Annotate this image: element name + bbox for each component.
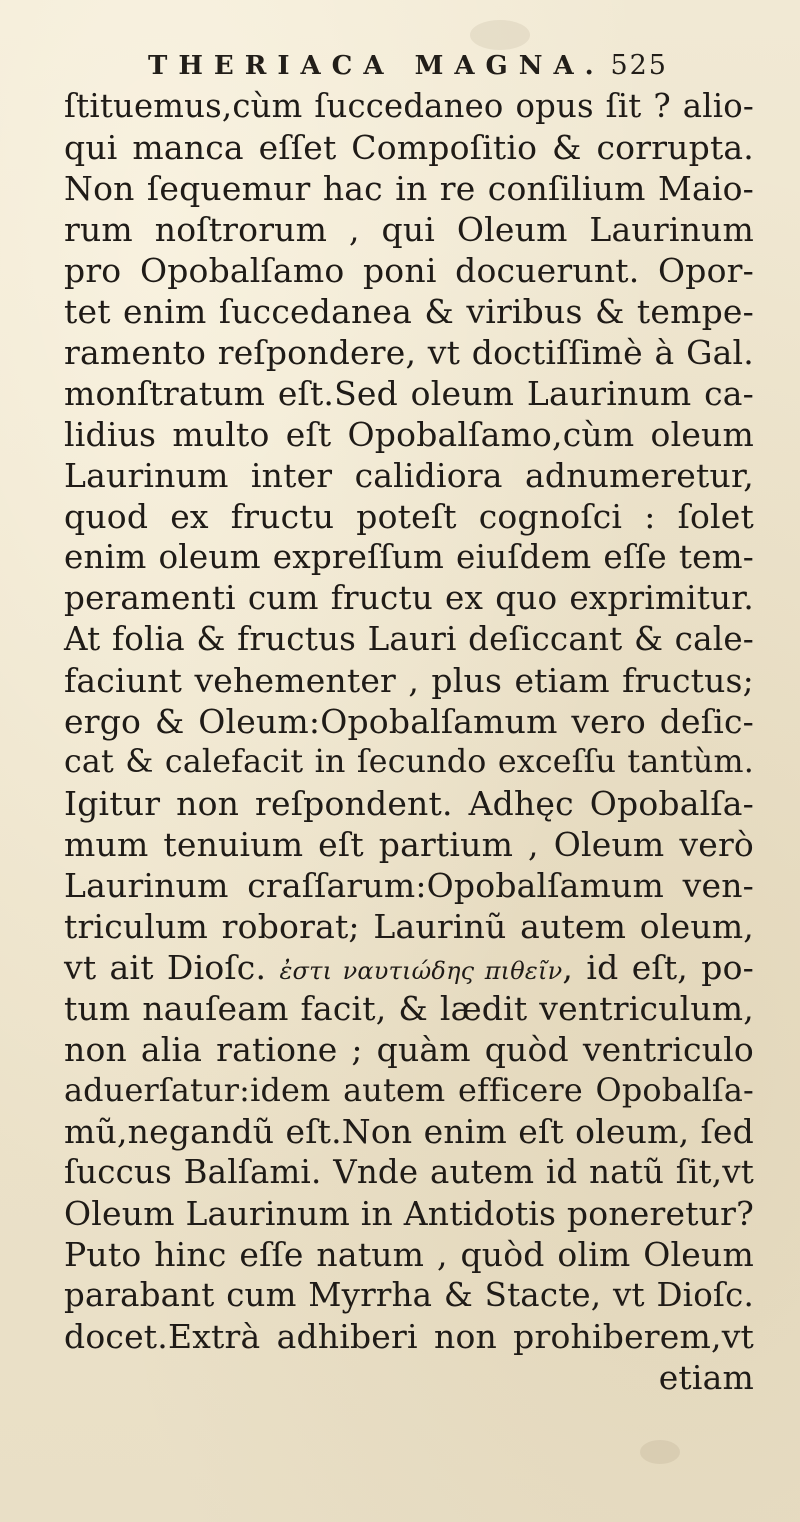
text-line: ſuccus Balſami. Vnde autem id natũ ſit,vt — [64, 1153, 754, 1191]
text-line: monſtratum eſt.Sed oleum Laurinum ca- — [64, 374, 754, 413]
text-line: Puto hinc eſſe natum , quòd olim Oleum — [64, 1235, 754, 1274]
body-text — [64, 86, 754, 1398]
text-line: mũ,negandũ eſt.Non enim eſt oleum, ſed — [64, 1112, 754, 1151]
text-line: parabant cum Myrrha & Stacte, vt Dioſc. — [64, 1276, 754, 1314]
paper-stain — [470, 20, 530, 50]
text-line: ergo & Oleum:Opobalſamum vero deſic- — [64, 702, 754, 741]
text-line: tum nauſeam facit, & lædit ventriculum, — [64, 989, 754, 1028]
greek-quotation: ἐστι ναυτιώδης πιθεῖν — [279, 957, 563, 985]
catchword: etiam — [658, 1358, 754, 1397]
text-line: quod ex fructu poteſt cognoſci : ſolet — [64, 497, 754, 536]
text-line: qui manca eſſet Compoſitio & corrupta. — [64, 128, 754, 167]
running-title: THERIACA MAGNA. — [148, 51, 605, 81]
text-line: cat & calefacit in ſecundo exceſſu tantùm. — [64, 744, 754, 780]
text-line: Non ſequemur hac in re conſilium Maio- — [64, 169, 754, 208]
text-line: lidius multo eſt Opobalſamo,cùm oleum — [64, 415, 754, 454]
text-line: triculum roborat; Laurinũ autem oleum, — [64, 907, 754, 946]
text-line: mum tenuium eſt partium , Oleum verò — [64, 825, 754, 864]
text-segment: vt ait Dioſc. — [64, 948, 280, 987]
text-line: enim oleum expreſſum eiuſdem eſſe tem- — [64, 538, 754, 576]
text-line: ramento reſpondere, vt doctiſſimè à Gal. — [64, 333, 754, 372]
text-line: Laurinum inter calidiora adnumeretur, — [64, 456, 754, 495]
text-line: Oleum Laurinum in Antidotis poneretur? — [64, 1194, 754, 1233]
text-line: peramenti cum fructu ex quo exprimitur. — [64, 579, 754, 617]
text-line: ſtituemus,cùm ſuccedaneo opus ſit ? alio- — [64, 87, 754, 125]
text-line: At folia & fructus Lauri deſiccant & cale- — [64, 620, 754, 658]
text-line: aduerſatur:idem autem efficere Opobalſa- — [64, 1071, 754, 1109]
text-line: tet enim ſuccedanea & viribus & tempe- — [64, 292, 754, 331]
text-line: pro Opobalſamo poni docuerunt. Opor- — [64, 251, 754, 290]
page-number: 525 — [610, 50, 668, 81]
text-line: Igitur non reſpondent. Adhęc Opobalſa- — [64, 784, 754, 823]
text-line: docet.Extrà adhiberi non prohiberem,vt — [64, 1317, 754, 1356]
text-segment: , id eſt, po- — [562, 948, 755, 987]
running-head — [148, 48, 668, 84]
text-line: Laurinum craſſarum:Opobalſamum ven- — [64, 866, 754, 905]
text-line: rum noſtrorum , qui Oleum Laurinum — [64, 210, 754, 249]
text-line: faciunt vehementer , plus etiam fructus; — [64, 661, 754, 700]
text-line-greek — [64, 947, 754, 988]
text-line: non alia ratione ; quàm quòd ventriculo — [64, 1030, 754, 1069]
paper-stain — [640, 1440, 680, 1464]
